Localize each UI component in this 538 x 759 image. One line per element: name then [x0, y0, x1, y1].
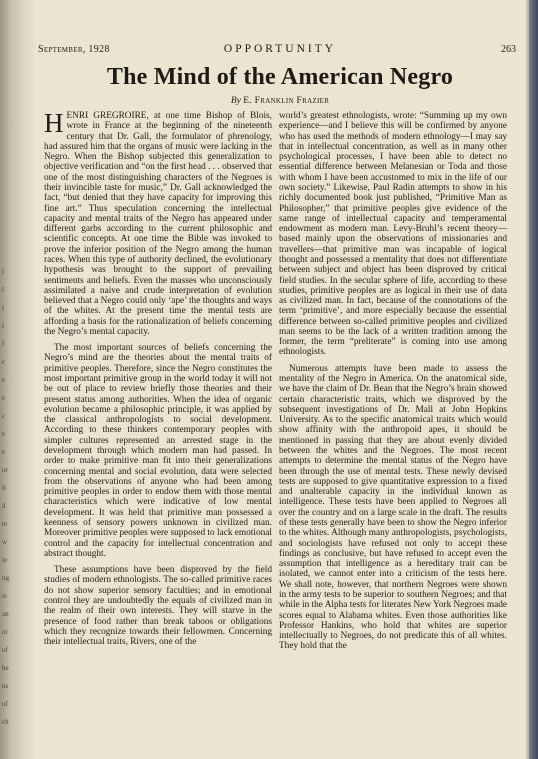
book-gutter — [0, 0, 32, 759]
gutter-fragment: ie — [2, 556, 8, 564]
gutter-fragment: l — [2, 286, 4, 294]
author-name: E. Franklin Frazier — [243, 96, 330, 106]
gutter-fragment: f — [2, 340, 5, 348]
gutter-fragment: e — [2, 376, 6, 384]
page-number: 263 — [501, 44, 516, 55]
paragraph: These assumptions have been disproved by the field studies of modern ethnologists. The so-called primitive races do not show superior sensory faculties; and in emotional control they are undoubtedly the equals of civilized man in the realm of their own interests. They will starve in the presence of food rather than break taboos or obligations which they recognize towards their fellowmen. Concerning their intellectual traits, Rivers, one of the — [44, 565, 272, 648]
gutter-fragment: is — [2, 592, 7, 600]
gutter-fragment: l — [2, 322, 4, 330]
gutter-fragment: d — [2, 502, 6, 510]
gutter-fragment: an — [2, 610, 9, 618]
gutter-fragment: w — [2, 538, 8, 546]
paragraph — [44, 108, 272, 337]
gutter-fragment: lt — [2, 484, 6, 492]
running-head — [34, 44, 526, 58]
magazine-page — [34, 0, 526, 759]
gutter-fragment: or — [2, 466, 8, 474]
gutter-fragment: e — [2, 430, 6, 438]
article-title: The Mind of the American Negro — [106, 64, 454, 90]
issue-date: September, 1928 — [38, 44, 110, 55]
byline-prefix: By — [230, 96, 241, 106]
paragraph: Numerous attempts have been made to assess the mentality of the Negro in America. On the anatomical side, we have the claim of Dr. Bean that the Negro’s brain showed certain characteristic traits, which we disproved by the subsequent investigations of Dr. Mall at John Hopkins University. As to the specific anatomical traits which would show affinity with the anthropoid apes, it should be mentioned in passing that they are about evenly divided between the whites and the Negroes. The most recent attempts to determine the mental status of the Negro have been through the use of mental tests. These newly devised tests are supposed to give quantitative expression to a fixed and unalterable capacity in the individual known as intelligence. These tests have been applied to Negroes all over the country and on a large scale in the draft. The results of these tests generally have been to show the Negro inferior to the whites. Although many anthropologists, psychologists, and sociologists have refused not only to accept these findings as conclusive, but have refused to accept even the assumption that intelligence as a hereditary trait can be isolated, we cannot enter into a criticism of the tests here. We shall note, however, that northern Negroes were shown in the army tests to be superior to southern Negroes; and that while in the Alpha tests for literates New York Negroes made scores equal to Alabama whites. Even those authorities like Professor Hankins, who hold that whites are superior intellectually to Negroes, do not predicate this of all whites. They hold that the — [279, 363, 507, 652]
left-column — [44, 108, 272, 751]
gutter-fragment: l — [2, 304, 4, 312]
paragraph: world’s greatest ethnologists, wrote: “Summing up my own experience—and I believe this will be confirmed by anyone who has used the methods of modern ethnology—I may say that in intellectual concentration, as well as in many other psychological processes, I have been able to detect no essential difference between Melanesian or Toda and those with whom I have been accustomed to mix in the life of our own society.” Likewise, Paul Radin attempts to show in his richly documented book just published, “Primitive Man as Philosopher,” that primitive peoples give evidence of the same range of intellectual capacity and temperamental endowment as modern man. Levy-Bruhl’s recent theory—based mainly upon the observations of missionaries and travellers—that primitive man was incapable of logical thought and possessed a mentality that does not differentiate between subject and object has been disproved by critical field studies. In the secular sphere of life, according to these studies, primitive peoples are as logical in their use of data as civilized man. In fact, because of the connotations of the term ‘primitive’, and more especially because the essential difference between so-called primitive peoples and civilized man seems to be the lack of a written tradition among the former, the term “preliterate” is coming into use among ethnologists. — [279, 111, 507, 358]
drop-cap: H — [44, 108, 64, 138]
gutter-fragment: c — [2, 412, 6, 420]
gutter-fragment: ot — [2, 628, 8, 636]
gutter-fragment: of — [2, 646, 8, 654]
gutter-fragment: ch — [2, 718, 9, 726]
magazine-name: OPPORTUNITY — [223, 43, 337, 55]
gutter-fragment: l — [2, 268, 4, 276]
paragraph-text: ENRI GREGROIRE, at one time Bishop of Blois, wrote in France at the beginning of the nineteenth century that Dr. Gall, the formulator of phrenology, had assured him that the organs of music were lacking in the Negro. When the Bishop subjected this generalization to objective verification and “on the first head . . . observed that one of the most distinguishing characters of the Negroes is their invincible taste for music,” Dr. Gall acknowledged the fact, “but denied that they have capacity for improving this fine art.” Thus speculation concerning the intellectual capacity and mental traits of the Negro has appeared under different garbs according to the current philosophic and scientific concepts. At one time the Bible was invoked to prove the inferior position of the Negro among the human races. When this type of authority declined, the evolutionary hypothesis was brought to the support of prevailing sentiments and beliefs. Even the masses who unconsciously assimilated a naive and crude interpretation of evolution believed that a Negro could only ‘ape’ the thoughts and ways of the whites. At the present time the mental tests are affording a basis for the rationalization of beliefs concerning the Negro’s mental capacity. — [44, 111, 272, 337]
gutter-fragment: he — [2, 664, 9, 672]
gutter-fragment: te — [2, 520, 8, 528]
gutter-fragment: c — [2, 358, 6, 366]
right-column — [279, 111, 507, 751]
gutter-fragment: e — [2, 448, 6, 456]
paragraph: The most important sources of beliefs concerning the Negro’s mind are the theories about the mental traits of primitive peoples. Therefore, since the Negro constitutes the most important primitive group in the world today it will not be out of place to review briefly those theories and their present status among authorities. When the idea of organic evolution became a philosophic principle, it was applied by the classical anthropologists to social development. According to these thinkers contemporary peoples with simpler cultures represented an arrested stage in the development through which modern man had passed. In order to make primitive man fit into their generalizations concerning mental and social evolution, data were selected from the observations of anyone who had been among primitive peoples in order to endow them with those mental characteristics which were indicative of low mental development. It was held that primitive man possessed a keenness of sensory powers unknown in civilized man. Moreover primitive peoples were supposed to lack emotional control and the capacity for intellectual concentration and abstract thought. — [44, 343, 272, 559]
gutter-fragment: us — [2, 682, 9, 690]
book-binding — [529, 0, 538, 759]
gutter-fragment: e — [2, 394, 6, 402]
byline — [34, 96, 526, 106]
gutter-fragment: of — [2, 700, 8, 708]
gutter-fragment: ng — [2, 574, 9, 582]
